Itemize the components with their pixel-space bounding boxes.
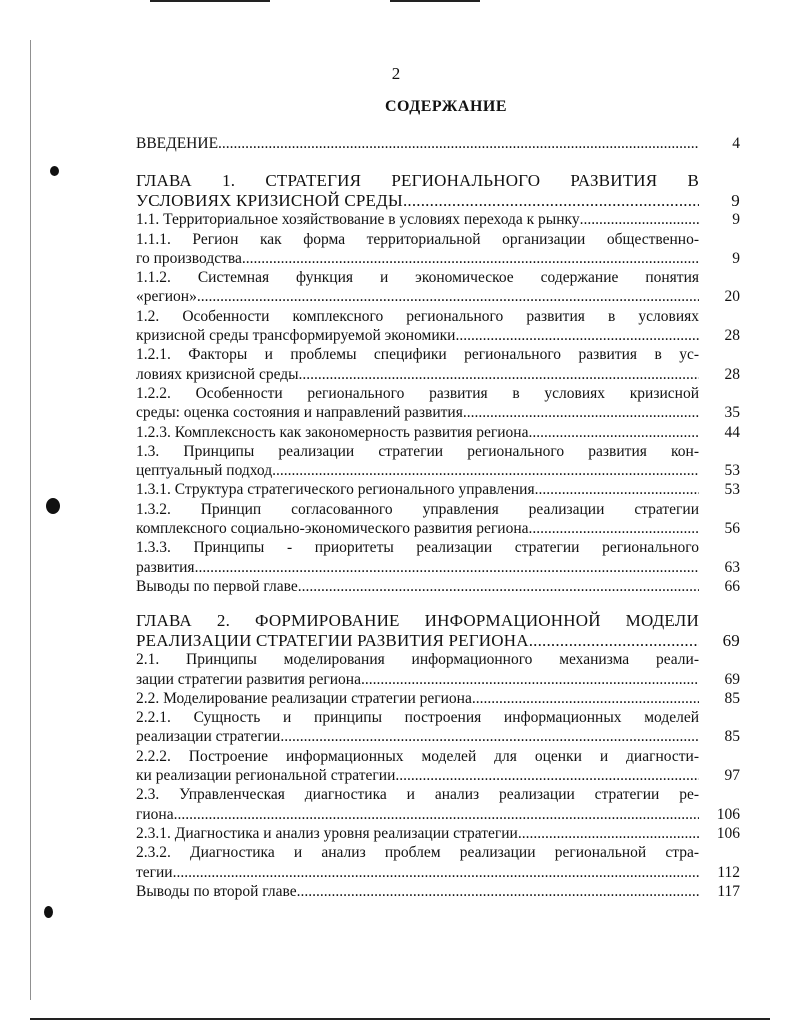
entry-title: Выводы по первой главе [136, 577, 298, 595]
toc-entry [136, 824, 740, 843]
entry-title: развития [136, 558, 195, 576]
entry-page-number: 9 [732, 249, 740, 267]
toc-entry [136, 882, 740, 901]
toc-entry [136, 307, 740, 346]
toc-entry [136, 423, 740, 442]
entry-page-number: 53 [724, 481, 740, 499]
entry-text-line: 1.1.2. Системная функция и экономическое содержание понятия [136, 269, 699, 287]
entry-title: го производства [136, 249, 242, 267]
entry-page-number: 4 [732, 135, 740, 152]
toc-entry [136, 442, 740, 481]
ink-spot [46, 498, 60, 514]
entry-page-number: 9 [732, 211, 740, 229]
dot-leader [463, 403, 699, 422]
dot-leader [403, 191, 699, 211]
toc-entry [136, 708, 740, 747]
toc-entry [136, 843, 740, 882]
entry-page-number: 63 [724, 558, 740, 576]
entry-title: цептуальный подход [136, 462, 273, 480]
entry-page-number: 20 [724, 288, 740, 306]
toc-entry [136, 134, 740, 153]
toc-entry [136, 268, 740, 307]
dot-leader [298, 577, 699, 596]
dot-leader [174, 805, 699, 824]
dot-leader [242, 249, 699, 268]
dot-leader [455, 326, 699, 345]
entry-title: реализации стратегии [136, 728, 281, 746]
entry-page-number: 35 [724, 404, 740, 422]
entry-page-number: 44 [724, 423, 740, 441]
entry-page-number: 112 [717, 863, 740, 881]
dot-leader [529, 631, 699, 651]
scan-edge-top-right [390, 0, 480, 2]
entry-title: ловиях кризисной среды [136, 365, 299, 383]
entry-page-number: 69 [722, 630, 740, 650]
entry-title: зации стратегии развития региона [136, 670, 361, 688]
dot-leader [272, 461, 699, 480]
entry-title: «регион» [136, 288, 197, 306]
entry-page-number: 9 [731, 190, 740, 210]
entry-page-number: 66 [724, 577, 740, 595]
toc-title: СОДЕРЖАНИЕ [384, 98, 508, 115]
entry-title: среды: оценка состояния и направлений развития [136, 404, 463, 422]
toc-entry [136, 689, 740, 708]
dot-leader [535, 480, 699, 499]
entry-page-number: 69 [724, 670, 740, 688]
entry-title: кризисной среды трансформируемой экономики [136, 327, 456, 345]
entry-page-number: 106 [716, 824, 740, 842]
toc-entry [136, 384, 740, 423]
ink-spot [44, 906, 53, 918]
entry-page-number: 56 [724, 520, 740, 538]
entry-text-line: 2.1. Принципы моделирования информационного механизма реали- [136, 651, 699, 669]
entry-page-number: 53 [724, 462, 740, 480]
entry-text-line: 1.3.2. Принцип согласованного управления реализации стратегии [136, 500, 699, 518]
dot-leader [299, 365, 699, 384]
dot-leader [218, 134, 699, 153]
entry-title: ВВЕДЕНИЕ [136, 135, 219, 152]
toc-entry [136, 650, 740, 689]
dot-leader [173, 863, 699, 882]
entry-page-number: 97 [724, 767, 740, 785]
scan-edge-left [30, 40, 31, 1000]
entry-title: ки реализации региональной стратегии [136, 767, 396, 785]
entry-text-line: 1.2. Особенности комплексного регионального развития в условиях [136, 307, 699, 325]
toc-entry [136, 480, 740, 499]
toc-entry [136, 500, 740, 539]
chapter-entry [136, 171, 740, 210]
dot-leader [280, 727, 699, 746]
entry-title: Выводы по второй главе [136, 882, 297, 900]
entry-text-line: 2.3. Управленческая диагностика и анализ реализации стратегии ре- [136, 786, 699, 804]
entry-text-line: ГЛАВА 2. ФОРМИРОВАНИЕ ИНФОРМАЦИОННОЙ МОДЕЛИ [136, 611, 699, 631]
entry-text-line: 1.2.2. Особенности регионального развития в условиях кризисной [136, 384, 699, 402]
entry-page-number: 28 [724, 365, 740, 383]
entry-text-line: ГЛАВА 1. СТРАТЕГИЯ РЕГИОНАЛЬНОГО РАЗВИТИЯ В [136, 171, 699, 191]
entry-title: тегии [136, 863, 173, 881]
entry-title: РЕАЛИЗАЦИИ СТРАТЕГИИ РАЗВИТИЯ РЕГИОНА [136, 630, 529, 650]
entry-text-line: 1.1.1. Регион как форма территориальной организации общественно- [136, 230, 699, 248]
table-of-contents [136, 134, 740, 901]
entry-title: 1.3.1. Структура стратегического регионального управления [136, 481, 535, 499]
entry-text-line: 2.2.1. Сущность и принципы построения информационных моделей [136, 709, 699, 727]
entry-text-line: 1.2.1. Факторы и проблемы специфики регионального развития в ус- [136, 346, 699, 364]
entry-title: 2.3.1. Диагностика и анализ уровня реализации стратегии [136, 824, 518, 842]
dot-leader [518, 824, 699, 843]
toc-entry [136, 210, 740, 229]
entry-text-line: 2.3.2. Диагностика и анализ проблем реализации региональной стра- [136, 844, 699, 862]
dot-leader [395, 766, 699, 785]
toc-entry [136, 785, 740, 824]
entry-page-number: 106 [716, 805, 740, 823]
entry-title: гиона [136, 805, 174, 823]
entry-text-line: 2.2.2. Построение информационных моделей для оценки и диагности- [136, 747, 699, 765]
entry-title: 1.1. Территориальное хозяйствование в условиях перехода к рынку [136, 211, 580, 229]
toc-entry [136, 345, 740, 384]
entry-title: УСЛОВИЯХ КРИЗИСНОЙ СРЕДЫ [136, 190, 403, 210]
dot-leader [580, 210, 699, 229]
dot-leader [361, 670, 699, 689]
entry-page-number: 28 [724, 327, 740, 345]
dot-leader [472, 689, 699, 708]
toc-entry [136, 230, 740, 269]
entry-text-line: 1.3.3. Принципы - приоритеты реализации стратегии регионального [136, 539, 699, 557]
entry-text-line: 1.3. Принципы реализации стратегии регионального развития кон- [136, 442, 699, 460]
entry-page-number: 85 [724, 689, 740, 707]
dot-leader [195, 558, 699, 577]
entry-title: 1.2.3. Комплексность как закономерность развития региона [136, 423, 529, 441]
entry-title: 2.2. Моделирование реализации стратегии региона [136, 689, 472, 707]
ink-spot [50, 166, 59, 176]
dot-leader [197, 287, 699, 306]
toc-entry [136, 577, 740, 596]
toc-entry [136, 538, 740, 577]
scan-edge-top [150, 0, 270, 2]
entry-page-number: 85 [724, 728, 740, 746]
scan-edge-bottom [30, 1018, 770, 1020]
page-number: 2 [391, 64, 401, 83]
dot-leader [528, 423, 699, 442]
dot-leader [297, 882, 699, 901]
entry-title: комплексного социально-экономического развития региона [136, 520, 529, 538]
chapter-entry [136, 611, 740, 650]
dot-leader [529, 519, 699, 538]
entry-page-number: 117 [717, 882, 740, 900]
toc-entry [136, 747, 740, 786]
